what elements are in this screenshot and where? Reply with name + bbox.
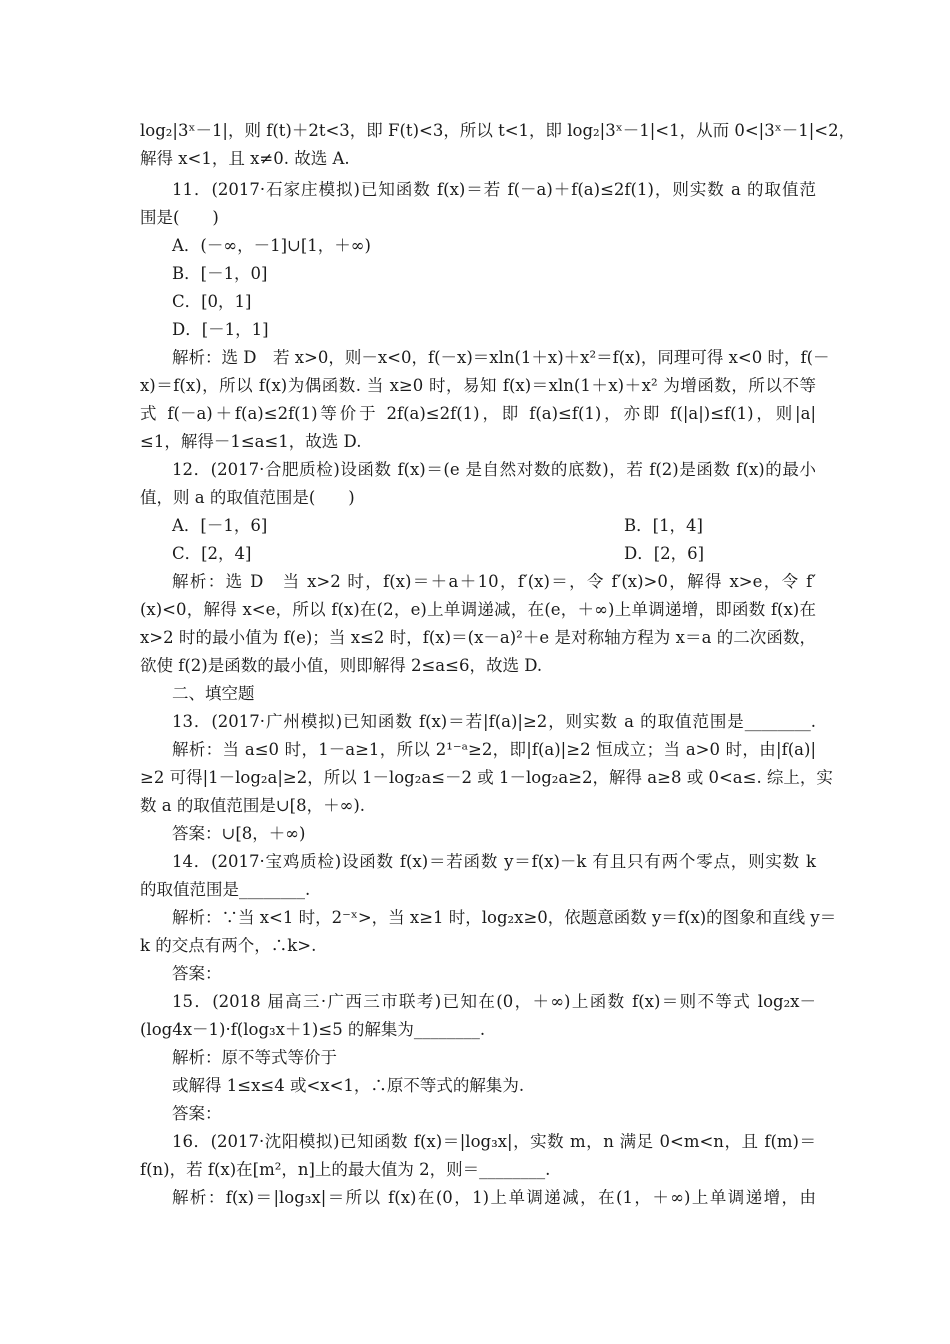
answer-15: 答案： (172, 1104, 222, 1123)
text-line: k 的交点有两个，∴k>. (140, 936, 317, 955)
text-line: 的取值范围是________. (140, 880, 311, 899)
option-d: D．[2，6] (624, 544, 705, 563)
question-16: 16．(2017·沈阳模拟)已知函数 f(x)＝|log₃x|，实数 m，n 满足 0<m<n，且 f(m)＝ (172, 1132, 816, 1151)
text-line: ≤1，解得－1≤a≤1，故选 D. (140, 432, 362, 451)
question-11: 11．(2017·石家庄模拟)已知函数 f(x)＝若 f(－a)＋f(a)≤2f(1)，则实数 a 的取值范 (172, 180, 816, 199)
option-d: D．[－1，1] (172, 320, 269, 339)
option-c: C．[2，4] (172, 544, 252, 563)
text-line: 数 a 的取值范围是∪[8，＋∞). (140, 796, 366, 815)
question-12: 12．(2017·合肥质检)设函数 f(x)＝(e 是自然对数的底数)，若 f(2)是函数 f(x)的最小 (172, 460, 816, 479)
option-row (172, 513, 816, 539)
question-13: 13．(2017·广州模拟)已知函数 f(x)＝若|f(a)|≥2，则实数 a 的取值范围是________. (172, 712, 816, 731)
option-b: B．[－1，0] (172, 264, 268, 283)
option-a: A．[－1，6] (172, 516, 268, 535)
solution-12: 解析：选 D 当 x>2 时，f(x)＝＋a＋10，f′(x)＝，令 f′(x)>0，解得 x>e，令 f′ (172, 572, 816, 591)
solution-15: 解析：原不等式等价于 (172, 1048, 337, 1067)
option-a: A．(－∞，－1]∪[1，＋∞) (172, 236, 371, 255)
text-line: 解得 x<1，且 x≠0. 故选 A. (140, 149, 350, 168)
option-c: C．[0，1] (172, 292, 252, 311)
text-line: 围是( ) (140, 208, 219, 227)
answer-14: 答案： (172, 964, 222, 983)
text-line: 或解得 1≤x≤4 或<x<1，∴原不等式的解集为. (172, 1076, 525, 1095)
question-15: 15．(2018 届高三·广西三市联考)已知在(0，＋∞)上函数 f(x)＝则不等式 log₂x－ (172, 992, 816, 1011)
solution-11: 解析：选 D 若 x>0，则－x<0，f(－x)＝xln(1＋x)＋x²＝f(x)，同理可得 x<0 时，f(－ (172, 348, 830, 367)
text-line: f(n)，若 f(x)在[m²，n]上的最大值为 2，则＝________. (140, 1160, 551, 1179)
text-line: (log4x－1)·f(log₃x＋1)≤5 的解集为________. (140, 1020, 486, 1039)
text-line: ≥2 可得|1－log₂a|≥2，所以 1－log₂a≤－2 或 1－log₂a≥2，解得 a≥8 或 0<a≤. 综上，实 (140, 768, 833, 787)
text-line: (x)<0，解得 x<e，所以 f(x)在(2，e)上单调递减，在(e，＋∞)上单调递增，即函数 f(x)在 (140, 600, 816, 619)
solution-14: 解析：∵当 x<1 时，2⁻ˣ>，当 x≥1 时，log₂x≥0，依题意函数 y＝f(x)的图象和直线 y＝ (172, 908, 837, 927)
solution-16: 解析：f(x)＝|log₃x|＝所以 f(x)在(0，1)上单调递减，在(1，＋∞)上单调递增，由 (172, 1188, 816, 1207)
option-row (172, 541, 816, 567)
text-line: x)＝f(x)，所以 f(x)为偶函数. 当 x≥0 时，易知 f(x)＝xln(1＋x)＋x² 为增函数，所以不等 (140, 376, 816, 395)
text-line: log₂|3ˣ－1|，则 f(t)＋2t<3，即 F(t)<3，所以 t<1，即 log₂|3ˣ－1|<1，从而 0<|3ˣ－1|<2， (140, 121, 856, 140)
section-heading: 二、填空题 (172, 684, 255, 703)
text-line: 欲使 f(2)是函数的最小值，则即解得 2≤a≤6，故选 D. (140, 656, 543, 675)
option-b: B．[1，4] (624, 516, 703, 535)
answer-13: 答案：∪[8，＋∞) (172, 824, 306, 843)
text-line: x>2 时的最小值为 f(e)；当 x≤2 时，f(x)＝(x－a)²＋e 是对称轴方程为 x＝a 的二次函数， (140, 628, 816, 647)
text-line: 值，则 a 的取值范围是( ) (140, 488, 355, 507)
question-14: 14．(2017·宝鸡质检)设函数 f(x)＝若函数 y＝f(x)－k 有且只有两个零点，则实数 k (172, 852, 816, 871)
solution-13: 解析：当 a≤0 时，1－a≥1，所以 2¹⁻ᵃ≥2，即|f(a)|≥2 恒成立；当 a>0 时，由|f(a)| (172, 740, 816, 759)
text-line: 式 f(－a)＋f(a)≤2f(1)等价于 2f(a)≤2f(1)，即 f(a)≤f(1)，亦即 f(|a|)≤f(1)，则|a| (140, 404, 816, 423)
